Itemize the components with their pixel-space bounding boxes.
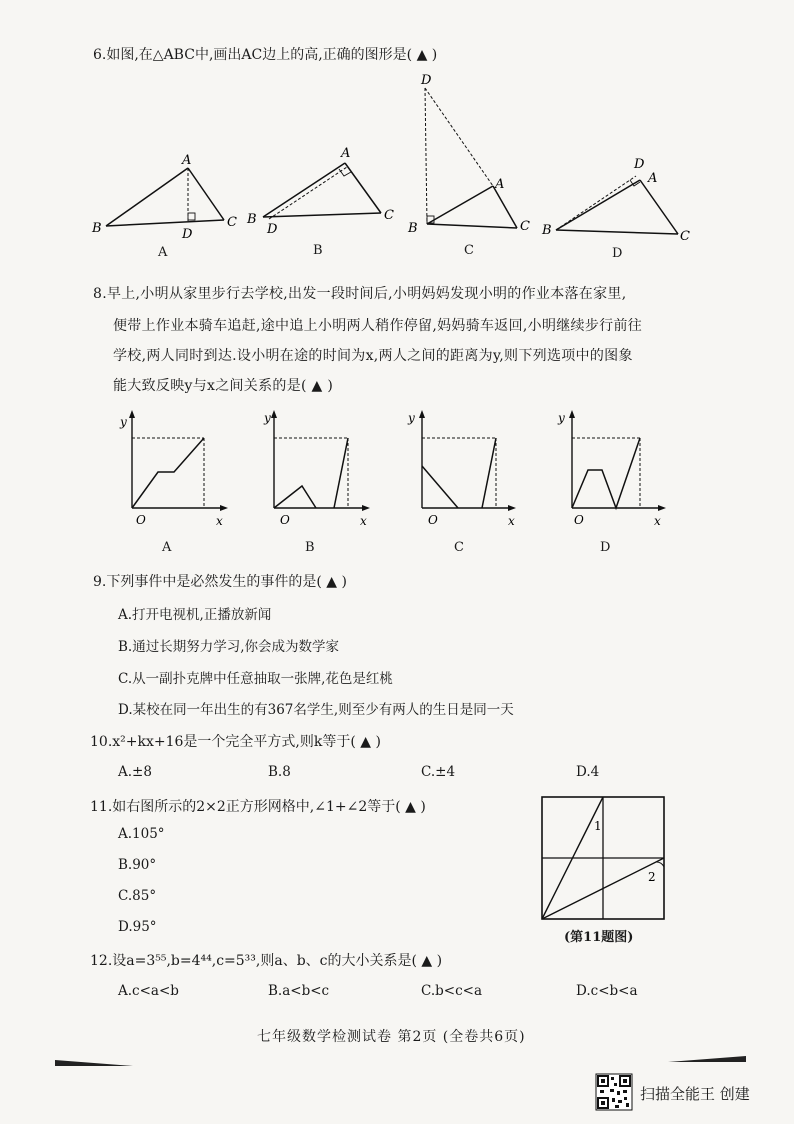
watermark-text: 扫描全能王 创建 <box>640 1085 750 1103</box>
q8-graph-d-ylabel: y <box>558 411 565 425</box>
q12-option-c: C.b<c<a <box>421 983 483 999</box>
q8-option-d-label: D <box>600 540 611 555</box>
q8-graph-c-xlabel: x <box>508 514 515 528</box>
q8-graph-a-ylabel: y <box>120 415 127 429</box>
svg-text:C: C <box>680 229 690 244</box>
svg-text:C: C <box>227 215 237 230</box>
svg-text:C: C <box>520 219 530 234</box>
q8-graph-d <box>550 408 674 528</box>
svg-text:B: B <box>408 221 418 236</box>
q12-stem: 12.设a=3⁵⁵,b=4⁴⁴,c=5³³,则a、b、c的大小关系是( ▲ ) <box>90 953 443 969</box>
q12-option-a: A.c<a<b <box>118 983 179 999</box>
svg-text:B: B <box>247 212 257 227</box>
q6-figure-a <box>90 150 240 240</box>
q8-line-1: 8.早上,小明从家里步行去学校,出发一段时间后,小明妈妈发现小明的作业本落在家里, <box>93 286 627 302</box>
q9-option-d: D.某校在同一年出生的有367名学生,则至少有两人的生日是同一天 <box>118 702 514 718</box>
q6-option-c-label: C <box>464 243 474 258</box>
q6-option-d-label: D <box>612 246 623 261</box>
q8-option-c-label: C <box>454 540 464 555</box>
q8-line-4: 能大致反映y与x之间关系的是( ▲ ) <box>113 378 334 394</box>
q8-graph-d-origin: O <box>574 513 584 527</box>
q9-stem: 9.下列事件中是必然发生的事件的是( ▲ ) <box>93 574 347 590</box>
q8-graph-b-xlabel: x <box>360 514 367 528</box>
svg-text:C: C <box>384 208 394 223</box>
q9-option-a: A.打开电视机,正播放新闻 <box>118 607 272 623</box>
q8-option-b-label: B <box>305 540 315 555</box>
q8-graph-b-ylabel: y <box>264 411 271 425</box>
q6-figure-c <box>405 70 535 235</box>
q9-option-c: C.从一副扑克牌中任意抽取一张牌,花色是红桃 <box>118 671 393 687</box>
q10-option-c: C.±4 <box>421 764 456 780</box>
q8-graph-a <box>112 408 232 528</box>
svg-text:B: B <box>542 223 552 238</box>
q10-option-d: D.4 <box>576 764 600 780</box>
bottom-left-scan-mark <box>55 1058 135 1070</box>
q10-stem: 10.x²+kx+16是一个完全平方式,则k等于( ▲ ) <box>90 734 381 750</box>
q6-figure-b <box>245 145 395 235</box>
q8-graph-b <box>254 408 374 528</box>
q11-angle-2-label: 2 <box>648 870 656 884</box>
q6-option-a-label: A <box>158 245 168 260</box>
q8-graph-b-origin: O <box>280 513 290 527</box>
q11-grid-figure <box>540 795 670 925</box>
svg-text:A: A <box>648 171 658 186</box>
q11-option-d: D.95° <box>118 919 157 935</box>
qr-code-icon <box>596 1074 632 1110</box>
q6-figure-d <box>540 150 700 244</box>
q8-graph-d-xlabel: x <box>654 514 661 528</box>
q8-graph-c-ylabel: y <box>408 411 415 425</box>
svg-text:D: D <box>634 157 645 172</box>
q9-option-b: B.通过长期努力学习,你会成为数学家 <box>118 639 340 655</box>
q8-graph-c-origin: O <box>428 513 438 527</box>
q11-option-a: A.105° <box>118 826 165 842</box>
q6-stem: 6.如图,在△ABC中,画出AC边上的高,正确的图形是( ▲ ) <box>93 47 438 63</box>
q8-line-3: 学校,两人同时到达.设小明在途的时间为x,两人之间的距离为y,则下列选项中的图象 <box>113 348 633 364</box>
svg-text:D: D <box>182 227 193 242</box>
q10-option-b: B.8 <box>268 764 291 780</box>
bottom-right-scan-mark <box>668 1054 748 1066</box>
q11-stem: 11.如右图所示的2×2正方形网格中,∠1+∠2等于( ▲ ) <box>90 799 426 815</box>
q12-option-d: D.c<b<a <box>576 983 638 999</box>
q8-graph-a-origin: O <box>136 513 146 527</box>
svg-text:A: A <box>495 177 505 192</box>
q10-option-a: A.±8 <box>118 764 152 780</box>
svg-text:B: B <box>92 221 102 236</box>
q8-graph-a-xlabel: x <box>216 514 223 528</box>
q12-option-b: B.a<b<c <box>268 983 330 999</box>
q11-option-b: B.90° <box>118 857 157 873</box>
q11-angle-1-label: 1 <box>594 819 602 833</box>
q8-line-2: 便带上作业本骑车追赶,途中追上小明两人稍作停留,妈妈骑车返回,小明继续步行前往 <box>113 318 643 334</box>
q11-option-c: C.85° <box>118 888 157 904</box>
q6-option-b-label: B <box>313 243 323 258</box>
q11-figure-caption: (第11题图) <box>564 930 634 945</box>
page-footer: 七年级数学检测试卷 第2页 (全卷共6页) <box>257 1029 526 1045</box>
q8-graph-c <box>398 408 522 528</box>
svg-text:D: D <box>421 73 432 88</box>
q8-option-a-label: A <box>162 540 172 555</box>
svg-text:A: A <box>182 153 192 168</box>
svg-text:A: A <box>341 146 351 161</box>
svg-text:D: D <box>267 222 278 237</box>
